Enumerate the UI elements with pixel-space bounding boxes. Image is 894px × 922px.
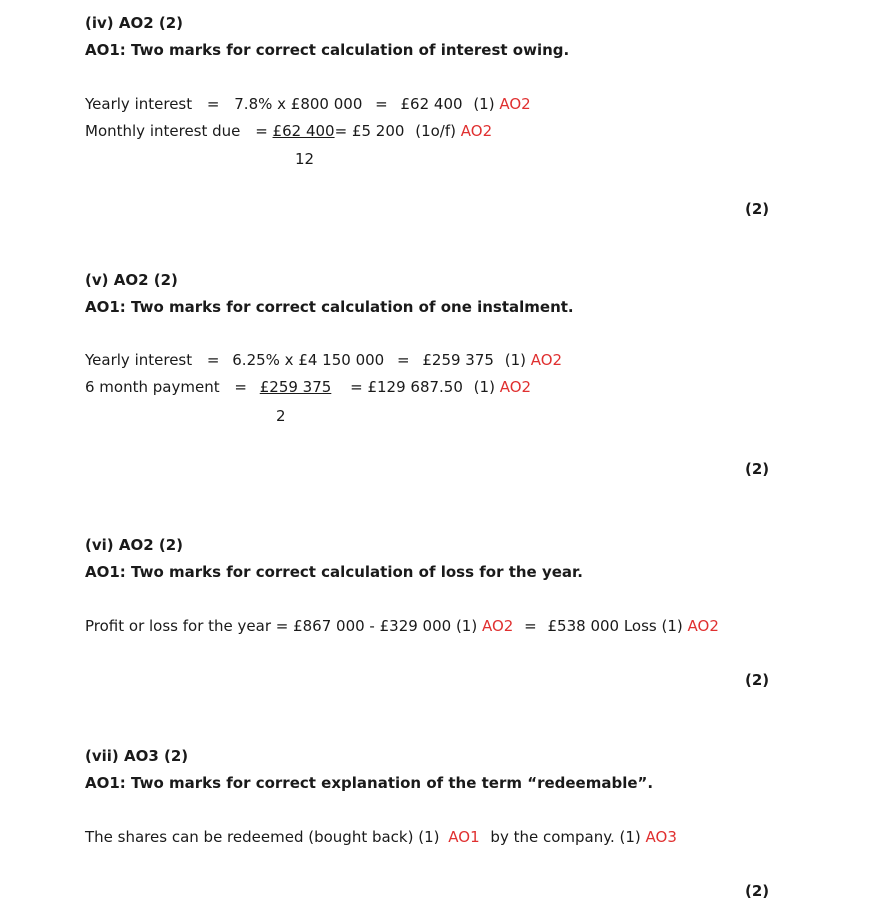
section-vi-heading: (vi) AO2 (2) xyxy=(85,536,184,554)
line-label: Yearly interest xyxy=(85,95,193,113)
result: £259 375 xyxy=(422,351,494,369)
numerator: £62 400 xyxy=(272,122,335,140)
assessment-objective: AO2 xyxy=(499,378,532,396)
expression: 7.8% x £800 000 xyxy=(234,95,363,113)
denominator: 12 xyxy=(295,150,315,168)
explanation-text: The shares can be redeemed (bought back) (1) xyxy=(85,828,440,846)
section-total-mark: (2) xyxy=(745,882,770,900)
mark: (1) xyxy=(473,95,495,113)
result: £129 687.50 xyxy=(367,378,463,396)
section-iv-line2 xyxy=(85,122,492,140)
assessment-objective: AO2 xyxy=(687,617,719,635)
section-v-subheading: AO1: Two marks for correct calculation of one instalment. xyxy=(85,298,574,316)
section-total-mark: (2) xyxy=(745,460,770,478)
mark: (1o/f) xyxy=(415,122,456,140)
line-label: Yearly interest xyxy=(85,351,193,369)
section-vi-subheading: AO1: Two marks for correct calculation of loss for the year. xyxy=(85,563,583,581)
equals-sign: = xyxy=(350,378,363,396)
section-total-mark: (2) xyxy=(745,671,770,689)
section-total-mark: (2) xyxy=(745,200,770,218)
section-v-line2 xyxy=(85,378,531,396)
equals-sign: = xyxy=(255,122,268,140)
section-iv-heading: (iv) AO2 (2) xyxy=(85,14,184,32)
assessment-objective: AO2 xyxy=(499,95,531,113)
assessment-objective: AO2 xyxy=(482,617,514,635)
section-v-heading: (v) AO2 (2) xyxy=(85,271,178,289)
assessment-objective: AO1 xyxy=(448,828,480,846)
mark: (1) xyxy=(473,378,495,396)
assessment-objective: AO2 xyxy=(530,351,563,369)
equals-sign: = xyxy=(397,351,410,369)
equals-sign: = xyxy=(234,378,247,396)
section-iv-subheading: AO1: Two marks for correct calculation of interest owing. xyxy=(85,41,570,59)
equals-sign: = xyxy=(206,95,220,113)
mark: (1) xyxy=(504,351,526,369)
result: £538 000 Loss (1) xyxy=(547,617,683,635)
expression: 6.25% x £4 150 000 xyxy=(232,351,385,369)
equals-sign: = xyxy=(206,351,220,369)
result: £5 200 xyxy=(351,122,405,140)
equals-sign: = xyxy=(375,95,388,113)
calculation-text: Profit or loss for the year = £867 000 - £329 000 (1) xyxy=(85,617,478,635)
equals-sign: = xyxy=(334,122,348,140)
explanation-text: by the company. (1) xyxy=(490,828,641,846)
line-label: Monthly interest due xyxy=(85,122,241,140)
section-vii-line1 xyxy=(85,828,677,846)
denominator: 2 xyxy=(276,407,286,425)
section-vii-heading: (vii) AO3 (2) xyxy=(85,747,189,765)
section-v-line1 xyxy=(85,351,562,369)
line-label: 6 month payment xyxy=(85,378,220,396)
assessment-objective: AO3 xyxy=(645,828,677,846)
assessment-objective: AO2 xyxy=(460,122,493,140)
equals-sign: = xyxy=(524,617,537,635)
result: £62 400 xyxy=(400,95,463,113)
section-iv-line1 xyxy=(85,95,531,113)
section-vi-line1 xyxy=(85,617,719,635)
section-vii-subheading: AO1: Two marks for correct explanation of the term “redeemable”. xyxy=(85,774,654,792)
numerator: £259 375 xyxy=(259,378,332,396)
